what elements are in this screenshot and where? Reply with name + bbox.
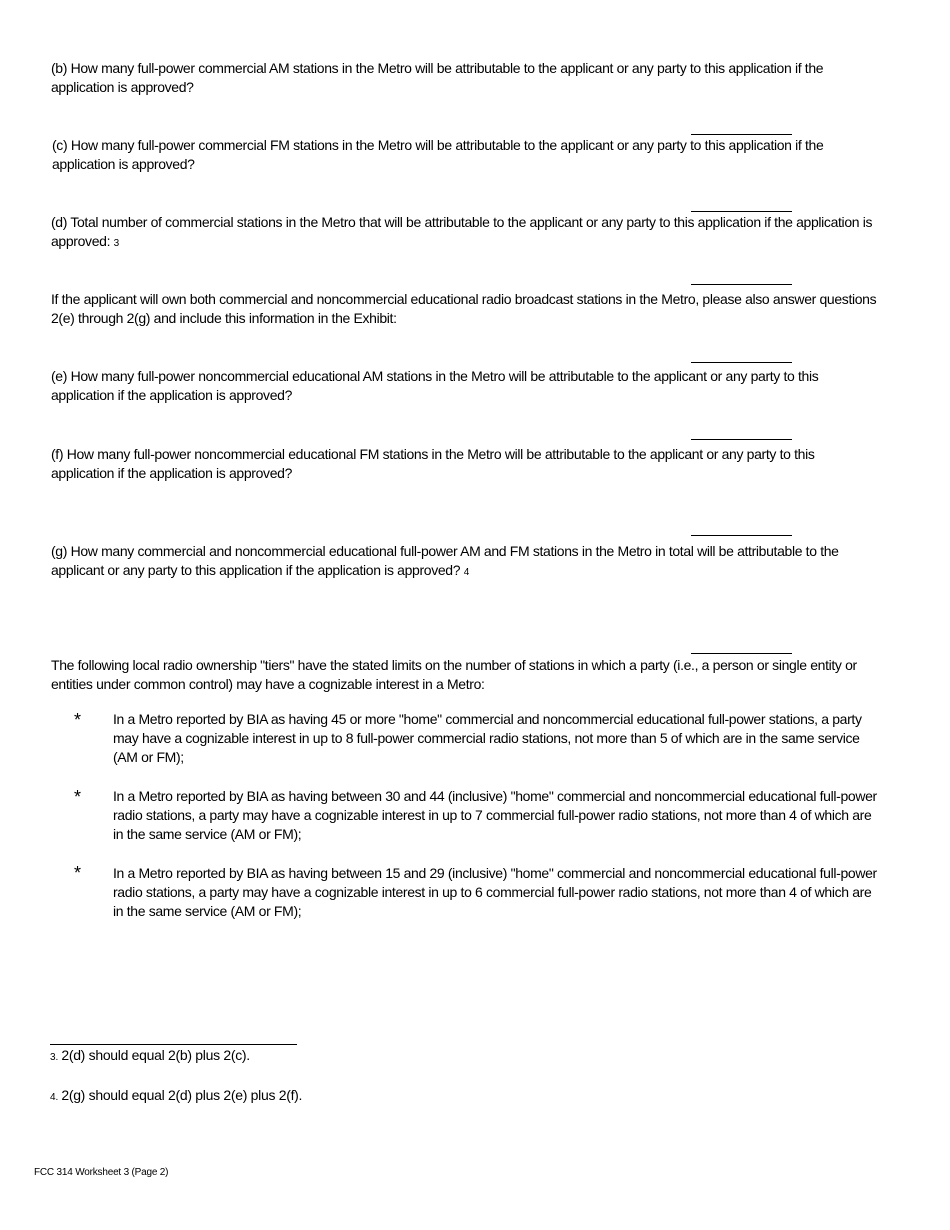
footnote-3 (50, 1046, 650, 1067)
question-2e (51, 367, 881, 405)
footnote-ref-4: 4 (463, 567, 470, 578)
answer-2f-line[interactable] (691, 439, 792, 440)
answer-2d-line[interactable] (691, 284, 792, 285)
tier-item-3: In a Metro reported by BIA as having between 15 and 29 (inclusive) "home" commercial and noncommercial educational full-power radio stations, a party may have a cognizable interest in up to 6 commercial full-power radio stations, not more than 4 of which are in the same service (AM or FM); (113, 865, 877, 919)
question-2e-text: (e) How many full-power noncommercial educational AM stations in the Metro will be attributable to the applicant or any party to this application if the application is approved? (51, 368, 819, 403)
footnote-4 (50, 1086, 650, 1107)
question-2g-text: (g) How many commercial and noncommercial educational full-power AM and FM stations in the Metro in total will be attributable to the applicant or any party to this application if the application is approved? (51, 543, 839, 578)
question-2f-text: (f) How many full-power noncommercial educational FM stations in the Metro will be attributable to the applicant or any party to this application if the application is approved? (51, 446, 815, 481)
footnote-4-text: 2(g) should equal 2(d) plus 2(e) plus 2(f). (61, 1087, 303, 1103)
footnote-ref-3: 3 (113, 238, 120, 249)
tiers-intro (51, 656, 886, 694)
question-2f (51, 445, 881, 483)
bullet-star-1: * (74, 710, 82, 730)
footnote-4-number: 4. (50, 1092, 59, 1103)
footnote-separator (50, 1044, 297, 1045)
tier-item-2: In a Metro reported by BIA as having between 30 and 44 (inclusive) "home" commercial and noncommercial educational full-power radio stations, a party may have a cognizable interest in up to 7 commercial full-power radio stations, not more than 4 of which are in the same service (AM or FM); (113, 788, 877, 842)
question-2d-text: (d) Total number of commercial stations in the Metro that will be attributable to the applicant or any party to this application if the application is approved: (51, 214, 873, 249)
bullet-star-3: * (74, 863, 82, 883)
answer-2g-line[interactable] (691, 535, 792, 536)
answer-2b-line[interactable] (691, 134, 792, 135)
bullet-star-2: * (74, 787, 82, 807)
tier-item-1: In a Metro reported by BIA as having 45 or more "home" commercial and noncommercial educational full-power stations, a party may have a cognizable interest in up to 8 full-power commercial radio stations, not more than 5 of which are in the same service (AM or FM); (113, 711, 862, 765)
question-2b-text: (b) How many full-power commercial AM stations in the Metro will be attributable to the applicant or any party to this application if the application is approved? (51, 60, 824, 95)
question-2c (52, 136, 882, 174)
answer-2c-line[interactable] (691, 211, 792, 212)
instruction-2e-2g (51, 290, 886, 328)
footnote-3-number: 3. (50, 1052, 59, 1063)
answer-tier-line[interactable] (691, 653, 792, 654)
tiers-intro-text: The following local radio ownership "tiers" have the stated limits on the number of stations in which a party (i.e., a person or single entity or entities under common control) may have a cognizable interest in a Metro: (51, 657, 857, 692)
question-2g (51, 542, 886, 582)
page-footer: FCC 314 Worksheet 3 (Page 2) (34, 1167, 169, 1178)
answer-2e-line[interactable] (691, 362, 792, 363)
question-2c-text: (c) How many full-power commercial FM stations in the Metro will be attributable to the applicant or any party to this application if the application is approved? (52, 137, 824, 172)
footnote-3-text: 2(d) should equal 2(b) plus 2(c). (61, 1047, 250, 1063)
instruction-2e-2g-text: If the applicant will own both commercial and noncommercial educational radio broadcast stations in the Metro, please also answer questions 2(e) through 2(g) and include this information in the Exhibit: (51, 291, 877, 326)
question-2d (51, 213, 881, 253)
question-2b (51, 59, 881, 97)
